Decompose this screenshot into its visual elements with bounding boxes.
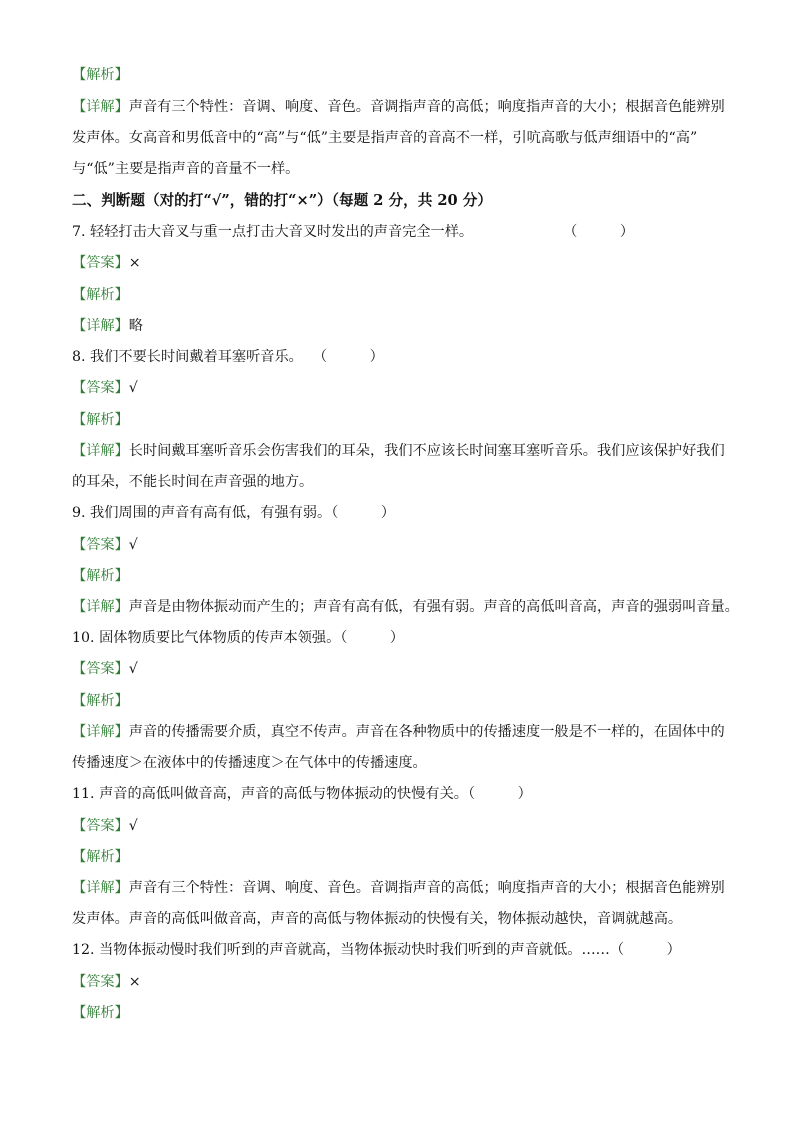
detail-label: 【详解】: [72, 724, 129, 740]
analysis-label: 【解析】: [72, 67, 129, 83]
detail-label: 【详解】: [72, 443, 129, 459]
q11-detail-line-1: [72, 878, 732, 898]
question-text: 7. 轻轻打击大音叉与重一点打击大音叉时发出的声音完全一样。: [72, 224, 474, 240]
q7-answer: [72, 253, 732, 273]
q8-detail-line-2: [72, 472, 732, 492]
answer-value: ×: [128, 255, 141, 271]
q11-question: [72, 784, 732, 804]
answer-paren: （ ）: [312, 349, 384, 365]
analysis-label: 【解析】: [72, 287, 129, 303]
detail-text: 声音有三个特性：音调、响度、音色。音调指声音的高低；响度指声音的大小；根据音色能辨别: [128, 880, 725, 896]
answer-value: √: [128, 661, 138, 677]
answer-paren: （ ）: [563, 224, 635, 240]
analysis-label: 【解析】: [72, 412, 129, 428]
answer-label: 【答案】: [72, 380, 129, 396]
answer-paren: （ ）: [331, 505, 396, 521]
q10-detail-line-1: [72, 722, 732, 742]
answer-label: 【答案】: [72, 537, 129, 553]
prev-detail-line-2: [72, 128, 732, 148]
q10-question: [72, 628, 732, 648]
q10-answer: [72, 659, 732, 679]
q8-detail-line-1: [72, 441, 732, 461]
prev-detail-line-3: [72, 159, 732, 179]
q12-answer: [72, 972, 732, 992]
detail-text: 略: [128, 318, 143, 334]
answer-paren: （ ）: [467, 786, 532, 802]
answer-paren: （ ）: [340, 630, 405, 646]
q8-question: [72, 347, 732, 367]
q9-question: [72, 503, 732, 523]
detail-text: 发声体。声音的高低叫做音高，声音的高低与物体振动的快慢有关，物体振动越快，音调就越高。: [72, 911, 683, 927]
detail-text: 与“低”主要是指声音的音量不一样。: [72, 161, 300, 177]
detail-label: 【详解】: [72, 99, 129, 115]
question-text: 8. 我们不要长时间戴着耳塞听音乐。: [72, 349, 303, 365]
analysis-label: 【解析】: [72, 693, 129, 709]
answer-value: √: [128, 537, 138, 553]
detail-text: 发声体。女高音和男低音中的“高”与“低”主要是指声音的音高不一样，引吭高歌与低声细语中的“高”: [72, 130, 698, 146]
detail-text: 声音是由物体振动而产生的；声音有高有低，有强有弱。声音的高低叫音高，声音的强弱叫音量。: [128, 599, 739, 615]
detail-text: 声音的传播需要介质，真空不传声。声音在各种物质中的传播速度一般是不一样的，在固体中的: [128, 724, 725, 740]
detail-text: 传播速度＞在液体中的传播速度＞在气体中的传播速度。: [72, 755, 427, 771]
section-title: 二、判断题（对的打“√”，错的打“×”）（每题 2 分，共 20 分）: [72, 192, 492, 209]
q7-detail: [72, 316, 732, 336]
prev-analysis-line: [72, 65, 732, 85]
detail-text: 的耳朵，不能长时间在声音强的地方。: [72, 474, 314, 490]
answer-label: 【答案】: [72, 255, 129, 271]
answer-value: ×: [128, 974, 141, 990]
q12-analysis: [72, 1003, 732, 1023]
q7-analysis: [72, 285, 732, 305]
detail-label: 【详解】: [72, 599, 129, 615]
q11-analysis: [72, 847, 732, 867]
q10-analysis: [72, 691, 732, 711]
detail-label: 【详解】: [72, 318, 129, 334]
q8-analysis: [72, 410, 732, 430]
q11-detail-line-2: [72, 909, 732, 929]
answer-value: √: [128, 818, 138, 834]
q9-analysis: [72, 566, 732, 586]
q9-answer: [72, 535, 732, 555]
prev-detail-line-1: [72, 97, 732, 117]
q9-detail: [72, 597, 739, 617]
q11-answer: [72, 816, 732, 836]
answer-label: 【答案】: [72, 661, 129, 677]
q7-question: [72, 222, 732, 242]
analysis-label: 【解析】: [72, 1005, 129, 1021]
answer-label: 【答案】: [72, 974, 129, 990]
answer-value: √: [128, 380, 138, 396]
q8-answer: [72, 378, 732, 398]
q12-question: [72, 940, 732, 960]
question-text: 10. 固体物质要比气体物质的传声本领强。: [72, 630, 341, 646]
detail-text: 声音有三个特性：音调、响度、音色。音调指声音的高低；响度指声音的大小；根据音色能辨别: [128, 99, 725, 115]
q10-detail-line-2: [72, 753, 732, 773]
answer-paren: （ ）: [609, 942, 681, 958]
question-text: 9. 我们周围的声音有高有低，有强有弱。: [72, 505, 332, 521]
question-text: 12. 当物体振动慢时我们听到的声音就高，当物体振动快时我们听到的声音就低。……: [72, 942, 610, 958]
analysis-label: 【解析】: [72, 568, 129, 584]
detail-label: 【详解】: [72, 880, 129, 896]
analysis-label: 【解析】: [72, 849, 129, 865]
answer-label: 【答案】: [72, 818, 129, 834]
question-text: 11. 声音的高低叫做音高，声音的高低与物体振动的快慢有关。: [72, 786, 468, 802]
detail-text: 长时间戴耳塞听音乐会伤害我们的耳朵，我们不应该长时间塞耳塞听音乐。我们应该保护好我们: [128, 443, 725, 459]
